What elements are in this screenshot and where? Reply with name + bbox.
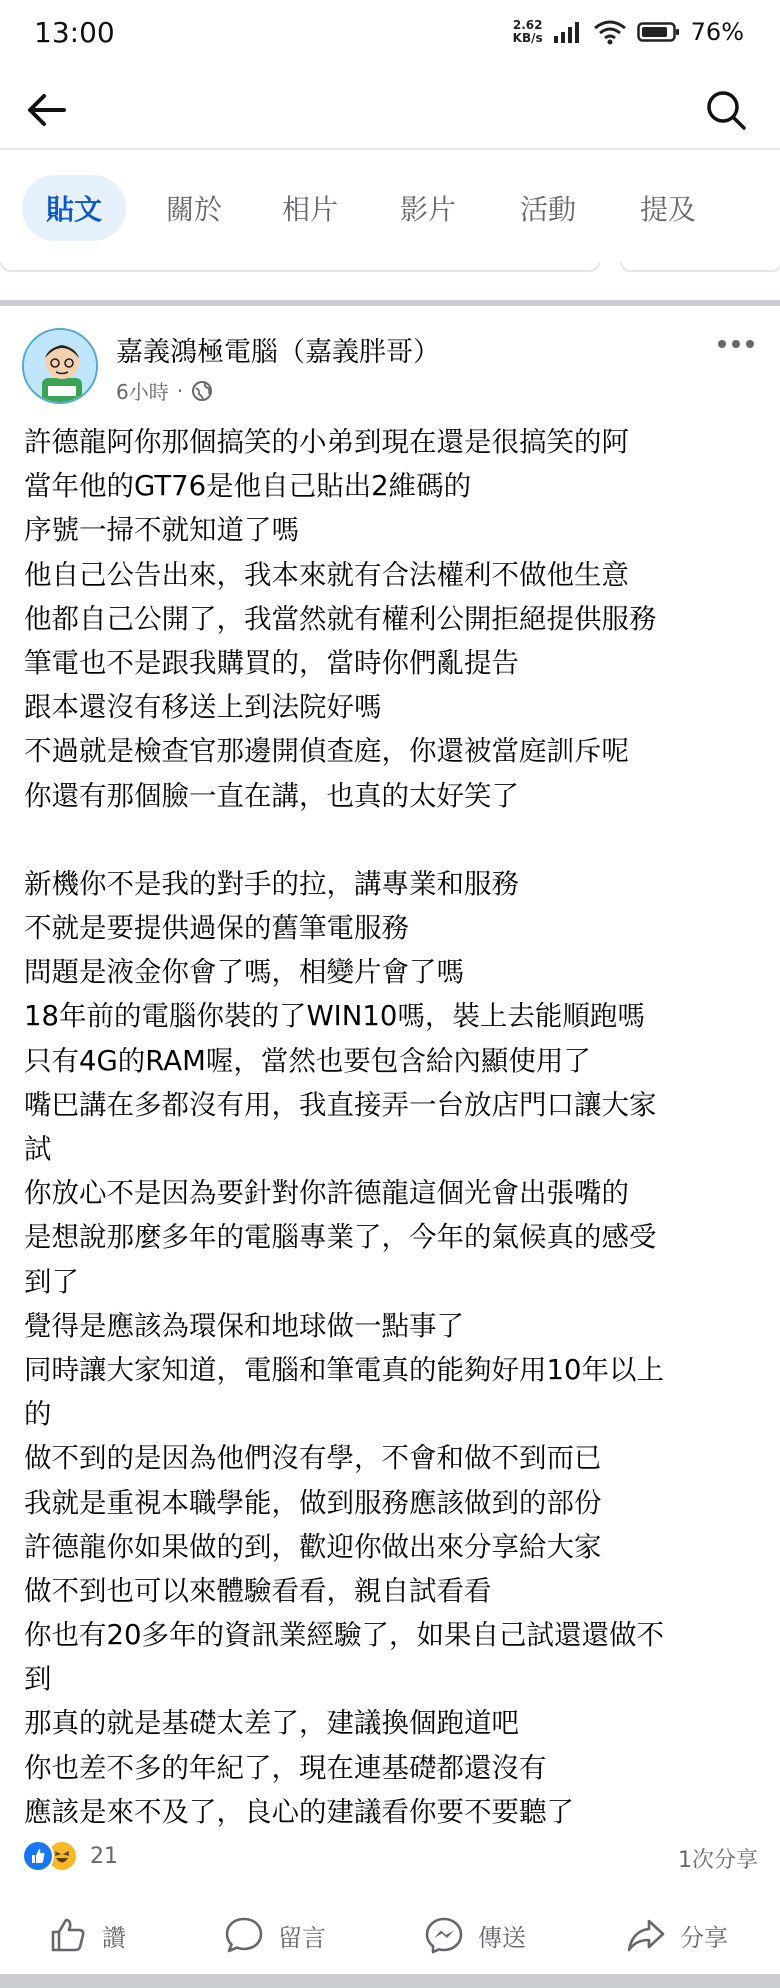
messenger-icon <box>424 1915 464 1955</box>
post-text-line: 你放心不是因為要針對你許德龍這個光會出張嘴的 <box>24 1177 629 1210</box>
post-text-line: 他都自己公開了，我當然就有權利公開拒絕提供服務 <box>24 602 657 635</box>
post-text-line: 你還有那個臉一直在講，也真的太好笑了 <box>24 779 519 812</box>
post-text-line: 到了 <box>24 1265 79 1298</box>
post-text-line: 不過就是檢查官那邊開偵查庭，你還被當庭訓斥呢 <box>24 735 629 768</box>
post-text-line: 到 <box>24 1663 52 1696</box>
tab-about[interactable]: 關於 <box>165 193 222 226</box>
back-button[interactable] <box>22 88 70 132</box>
status-bar <box>0 0 780 70</box>
like-label: 讚 <box>102 1923 126 1952</box>
post-text-line: 當年他的GT76是他自己貼出2維碼的 <box>24 470 472 503</box>
post-text-line: 同時讓大家知道，電腦和筆電真的能夠好用10年以上 <box>24 1353 664 1386</box>
battery-icon <box>637 20 681 44</box>
network-speed-unit: KB/s <box>512 31 543 45</box>
post-text-line: 你也有20多年的資訊業經驗了，如果自己試還還做不 <box>24 1619 664 1652</box>
post-action-bar <box>0 1900 780 1970</box>
comment-icon <box>224 1915 264 1955</box>
tab-photos[interactable]: 相片 <box>281 193 338 226</box>
arrow-left-icon <box>22 88 70 132</box>
post-text-line: 序號一掃不就知道了嗎 <box>24 514 299 547</box>
post-text-line: 覺得是應該為環保和地球做一點事了 <box>24 1309 464 1342</box>
share-arrow-icon <box>626 1915 666 1955</box>
comment-label: 留言 <box>278 1923 326 1952</box>
globe-icon <box>191 380 213 402</box>
post-text-line: 許德龍你如果做的到，歡迎你做出來分享給大家 <box>24 1530 602 1563</box>
post-text-line: 跟本還沒有移送上到法院好嗎 <box>24 691 382 724</box>
battery-percent: 76% <box>690 18 744 46</box>
more-dots-icon <box>712 326 760 362</box>
post-text-line: 不就是要提供過保的舊筆電服務 <box>24 912 409 945</box>
page-tabs <box>0 152 780 262</box>
status-icons <box>513 18 744 46</box>
post-text-line: 是想說那麼多年的電腦專業了，今年的氣候真的感受 <box>24 1221 657 1254</box>
post-text-line: 只有4G的RAM喔，當然也要包含給內顯使用了 <box>24 1044 591 1077</box>
share-button[interactable] <box>626 1910 728 1960</box>
scroll-hint-card <box>0 262 600 272</box>
wifi-icon <box>593 19 627 45</box>
author-name[interactable]: 嘉義鴻極電腦（嘉義胖哥） <box>116 337 440 368</box>
thumbs-up-icon <box>48 1915 88 1955</box>
tab-mentions[interactable]: 提及 <box>639 193 696 226</box>
post-text-line: 做不到也可以來體驗看看，親自試看看 <box>24 1574 492 1607</box>
post-text-line: 問題是液金你會了嗎，相變片會了嗎 <box>24 956 464 989</box>
post-text-line: 筆電也不是跟我購買的，當時你們亂提告 <box>24 646 519 679</box>
post-text-line: 那真的就是基礎太差了，建議換個跑道吧 <box>24 1707 519 1740</box>
avatar-illustration <box>24 330 98 404</box>
app-bar <box>0 70 780 150</box>
post-text-line: 18年前的電腦你裝的了WIN10嗎，裝上去能順跑嗎 <box>24 1000 645 1033</box>
avatar[interactable] <box>22 328 98 404</box>
scroll-hint-card <box>620 262 780 272</box>
status-time: 13:00 <box>34 16 115 49</box>
post-text-line <box>24 818 766 862</box>
post-time[interactable]: 6小時 <box>116 380 169 404</box>
send-label: 傳送 <box>478 1923 526 1952</box>
tab-videos[interactable]: 影片 <box>399 193 456 226</box>
post-text <box>24 420 766 1834</box>
signal-icon <box>553 20 583 44</box>
comment-button[interactable] <box>224 1910 326 1960</box>
network-speed <box>513 19 543 45</box>
reaction-summary[interactable] <box>22 1840 118 1872</box>
like-reaction-icon <box>22 1840 54 1872</box>
reaction-count: 21 <box>90 1843 118 1869</box>
post-text-line: 許德龍阿你那個搞笑的小弟到現在還是很搞笑的阿 <box>24 426 629 458</box>
post-text-line: 應該是來不及了，良心的建議看你要不要聽了 <box>24 1795 574 1828</box>
section-divider <box>0 1974 780 1988</box>
search-button[interactable] <box>702 86 750 134</box>
share-label: 分享 <box>680 1923 728 1952</box>
more-options-button[interactable] <box>712 326 760 362</box>
search-icon <box>702 86 750 134</box>
post-text-line: 試 <box>24 1133 52 1165</box>
section-divider <box>0 300 780 306</box>
send-button[interactable] <box>424 1910 526 1960</box>
tab-events[interactable]: 活動 <box>519 193 576 226</box>
network-speed-value: 2.62 <box>512 18 543 32</box>
post-text-line: 做不到的是因為他們沒有學，不會和做不到而已 <box>24 1442 602 1475</box>
post-text-line: 新機你不是我的對手的拉，講專業和服務 <box>24 867 519 900</box>
tab-posts[interactable]: 貼文 <box>22 175 126 241</box>
post-text-line: 嘴巴講在多都沒有用，我直接弄一台放店門口讓大家 <box>24 1088 657 1121</box>
post-text-line: 你也差不多的年紀了，現在連基礎都還沒有 <box>24 1751 547 1784</box>
post-text-line: 他自己公告出來，我本來就有合法權利不做他生意 <box>24 558 629 591</box>
post-text-line: 我就是重視本職學能，做到服務應該做到的部份 <box>24 1486 602 1519</box>
like-button[interactable] <box>48 1910 126 1960</box>
post-text-line: 的 <box>24 1398 52 1431</box>
share-count[interactable]: 1次分享 <box>678 1848 758 1873</box>
post-meta <box>116 376 213 405</box>
meta-separator-dot: · <box>176 378 184 403</box>
